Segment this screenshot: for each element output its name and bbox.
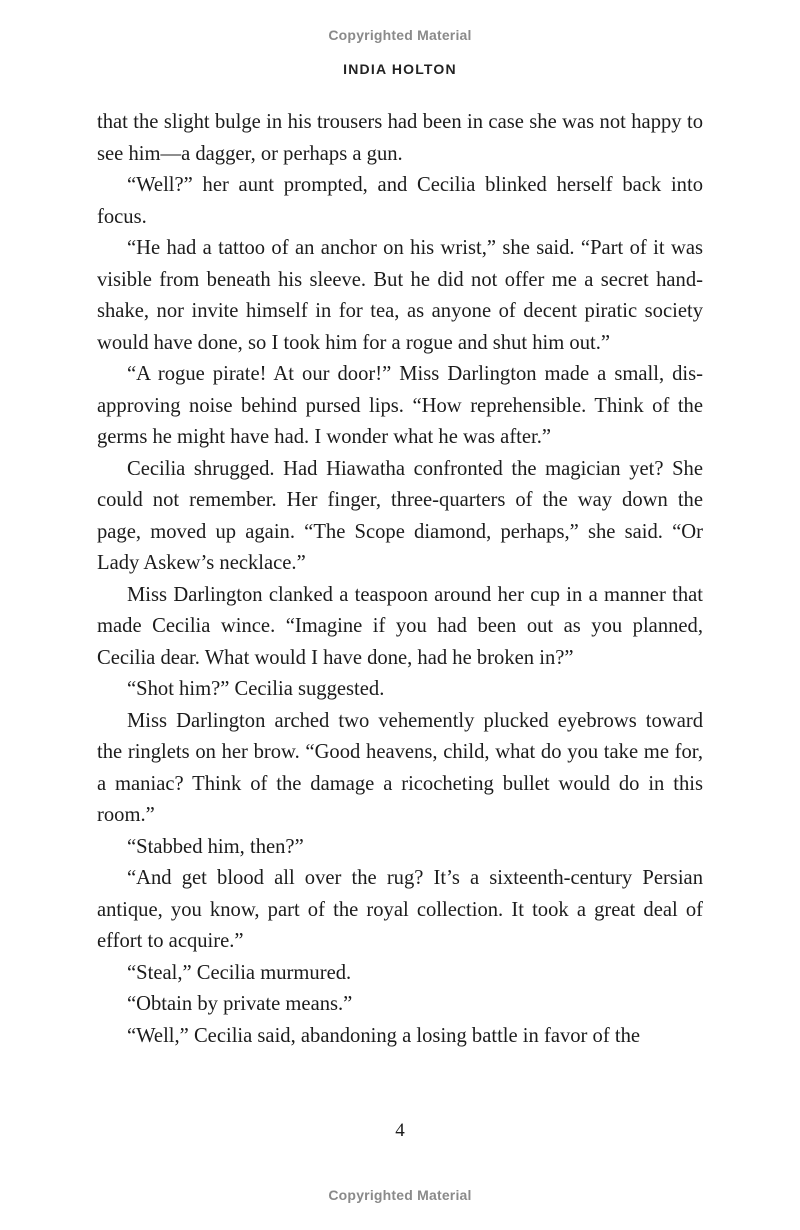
running-head-author: INDIA HOLTON [343, 61, 457, 77]
paragraph: “Steal,” Cecilia murmured. [127, 961, 352, 984]
paragraph: “And get blood all over the rug? It’s a sixteenth-century Persian antique, you know, part of the royal collection. It took a great deal of effort to acquire.” [97, 867, 703, 952]
paragraph: “Well?” her aunt prompted, and Cecilia blinked herself back into focus. [97, 174, 703, 228]
paragraph: Miss Darlington arched two vehemently plucked eyebrows toward the ringlets on her brow. “Good heavens, child, what do you take me for, a maniac? Think of the damage a ricocheting bullet would do in this room.” [97, 709, 703, 826]
paragraph: “He had a tattoo of an anchor on his wrist,” she said. “Part of it was visible from beneath his sleeve. But he did not offer me a secret handshake, nor invite himself in for tea, as anyone of decent piratic society would have done, so I took him for a rogue and shut him out.” [97, 237, 703, 354]
page-number: 4 [395, 1120, 405, 1141]
copyright-watermark-top: Copyrighted Material [328, 27, 472, 43]
paragraph-continued: that the slight bulge in his trousers had been in case she was not happy to see him—a dagger, or perhaps a gun. [97, 111, 703, 165]
paragraph: Cecilia shrugged. Had Hiawatha confronted the magician yet? She could not remember. Her finger, three-quarters of the way down the page, moved up again. “The Scope diamond, perhaps,” she said. “Or Lady Askew’s necklace.” [97, 457, 703, 574]
paragraph: “Well,” Cecilia said, abandoning a losing battle in favor of the [127, 1024, 641, 1047]
paragraph: Miss Darlington clanked a teaspoon around her cup in a manner that made Cecilia wince. “Imagine if you had been out as you planned, Cecilia dear. What would I have done, had he broken in?” [97, 583, 703, 669]
body-text [97, 107, 703, 1052]
copyright-watermark-bottom: Copyrighted Material [328, 1187, 472, 1203]
paragraph: “A rogue pirate! At our door!” Miss Darlington made a small, disapproving noise behind pursed lips. “How reprehensible. Think of the germs he might have had. I wonder what he was after.” [97, 363, 703, 448]
paragraph: “Stabbed him, then?” [127, 835, 304, 858]
paragraph: “Obtain by private means.” [127, 993, 353, 1015]
paragraph: “Shot him?” Cecilia suggested. [127, 678, 385, 700]
